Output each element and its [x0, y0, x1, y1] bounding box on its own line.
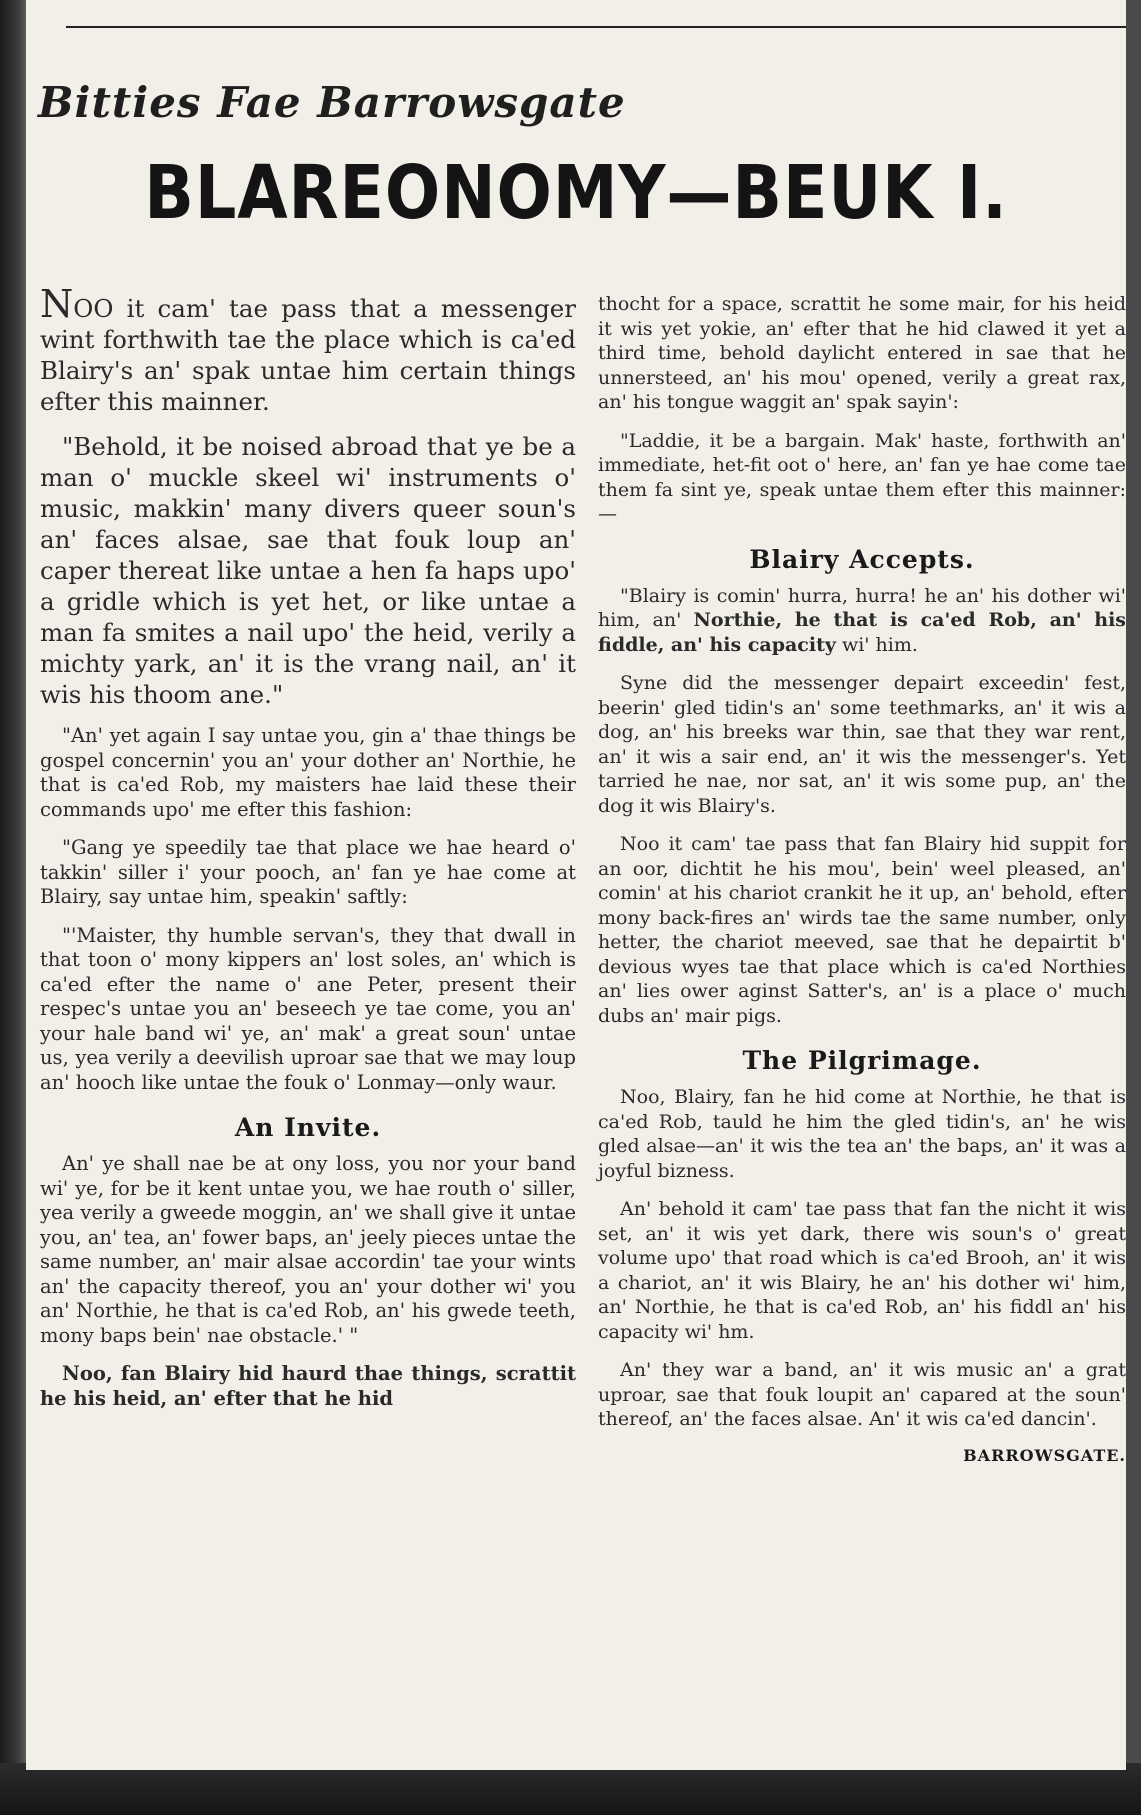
column-kicker: Bitties Fae Barrowsgate [38, 78, 626, 127]
drop-cap: N [40, 282, 74, 326]
paragraph-10-bold: Northie, he that is ca'ed Rob, an' his fiddle, an' his capacity [598, 609, 1126, 656]
paragraph-1 [40, 282, 576, 417]
paragraph-13: Noo, Blairy, fan he hid come at Northie, he that is ca'ed Rob, tauld he him the gled tidin's, an' he wis gled alsae—an' it wis the tea an' the baps, an' it was a joyful bizness. [598, 1086, 1126, 1182]
paragraph-8: thocht for a space, scrattit he some mair, for his heid it wis yet yokie, an' efter that he hid clawed it yet a third time, behold daylicht entered in sae that he unnersteed, an' his mou' opened, verily a great rax, an' his tongue waggit an' spak sayin': [598, 293, 1126, 413]
top-rule [66, 26, 1126, 28]
paragraph-10-c: wi' him. [835, 633, 918, 656]
article-column-right [598, 292, 1126, 1465]
paragraph-12: Noo it cam' tae pass that fan Blairy hid suppit for an oor, dichtit he his mou', bein' weel pleased, an' comin' at his chariot crankit he it up, an' behold, efter mony back-fires an' wirds tae the same number, only hetter, the chariot meeved, sae that he depairtit b' devious wyes tae that place which is ca'ed Northies an' lies ower aginst Satter's, an' is a place o' much dubs an' mair pigs. [598, 833, 1126, 1027]
paragraph-6: An' ye shall nae be at ony loss, you nor your band wi' ye, for be it kent untae you, we hae routh o' siller, yea verily a gweede moggin, an' we shall give it untae you, an' tea, an' fower baps, an' jeely pieces untae the same number, an' mair alsae accordin' tae your wints an' the capacity thereof, you an' your dother wi' you an' Northie, he that is ca'ed Rob, an' his gwede teeth, mony baps bein' nae obstacle.' " [40, 1152, 576, 1347]
paragraph-10-a: "Blairy is comin' hurra, hurra! he an' his dother wi' him, an' [598, 584, 1126, 631]
subhead-an-invite: An Invite. [234, 1113, 382, 1142]
paragraph-15: An' they war a band, an' it wis music an' a grat uproar, sae that fouk loupit an' capared at the soun' thereof, an' the faces alsae. An' it wis ca'ed dancin'. [598, 1359, 1126, 1430]
paragraph-1-text: OO it cam' tae pass that a messenger wint forthwith tae the place which is ca'ed Blairy's an' spak untae him certain things efter this mainner. [40, 294, 576, 416]
paragraph-14: An' behold it cam' tae pass that fan the nicht it wis set, an' it wis yet dark, there wis soun's o' great volume upo' that road which is ca'ed Brooh, an' it wis a chariot, an' it wis Blairy, he an' his dother wi' him, an' Northie, he that is ca'ed Rob, an' his fiddl an' his capacity wi' hm. [598, 1198, 1126, 1343]
article-column-left [40, 282, 576, 1425]
paragraph-5: "'Maister, thy humble servan's, they that dwall in that toon o' mony kippers an' lost soles, an' which is ca'ed efter the name o' ane Peter, present their respec's untae you an' beseech ye tae come, you an' your hale band wi' ye, an' mak' a great soun' untae us, yea verily a deevilish uproar sae that we may loup an' hooch like untae the fouk o' Lonmay—only waur. [40, 923, 576, 1094]
author-signature: BARROWSGATE. [963, 1445, 1126, 1465]
paragraph-7: Noo, fan Blairy hid haurd thae things, scrattit he his heid, an' efter that he hid [40, 1362, 576, 1410]
paragraph-11: Syne did the messenger depairt exceedin' fest, beerin' gled tidin's an' some teethmarks, an' it wis a dog, an' his breeks war thin, sae that they war rent, an' it wis a sair end, an' it wis the messenger's. Yet tarried he nae, nor sat, an' it wis some pup, an' the dog it wis Blairy's. [598, 672, 1126, 817]
scan-bottom-edge [0, 1763, 1141, 1815]
paragraph-2: "Behold, it be noised abroad that ye be a man o' muckle skeel wi' instruments o' music, makkin' many divers queer soun's an' faces alsae, sae that fouk loup an' caper thereat like untae a hen fa haps upo' a gridle which is yet het, or like untae a man fa smites a nail upo' the heid, verily a michty yark, an' it is the vrang nail, an' it wis his thoom ane." [40, 432, 576, 709]
paragraph-9: "Laddie, it be a bargain. Mak' haste, forthwith an' immediate, het-fit oot o' here, an' fan ye hae come tae them fa sint ye, speak untae them efter this mainner:— [598, 429, 1126, 525]
paragraph-4: "Gang ye speedily tae that place we hae heard o' takkin' siller i' your pooch, an' fan ye hae come at Blairy, say untae him, speakin' saftly: [40, 836, 576, 908]
subhead-the-pilgrimage: The Pilgrimage. [742, 1046, 982, 1075]
newspaper-page [26, 0, 1126, 1770]
article-headline: BLAREONOMY—BEUK I. [144, 150, 1008, 236]
paragraph-3: "An' yet again I say untae you, gin a' thae things be gospel concernin' you an' your dother an' Northie, he that is ca'ed Rob, my maisters hae laid these their commands upo' me efter this fashion: [40, 724, 576, 821]
subhead-blairy-accepts: Blairy Accepts. [749, 544, 975, 574]
paragraph-10 [598, 584, 1126, 658]
